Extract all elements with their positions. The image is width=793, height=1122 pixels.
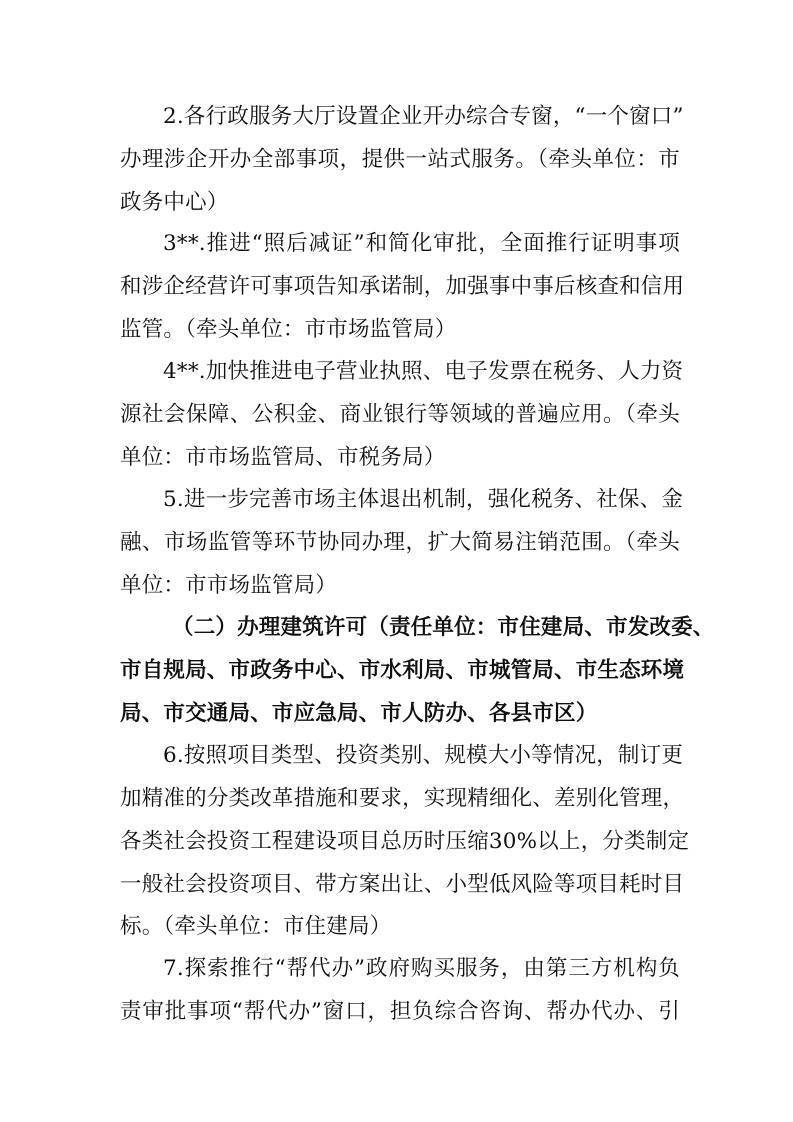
- item-5-line-2: 融、市场监管等环节协同办理，扩大简易注销范围。（牵头: [120, 530, 680, 555]
- item-6-line-4: 一般社会投资项目、带方案出让、小型低风险等项目耗时目: [120, 872, 685, 897]
- item-5-line-3: 单位：市市场监管局）: [120, 573, 338, 598]
- item-2-line-2: 办理涉企开办全部事项，提供一站式服务。（牵头单位：市: [120, 147, 680, 172]
- item-6-line-3: 各类社会投资工程建设项目总历时压缩30%以上，分类制定: [120, 829, 690, 854]
- item-7-line-2: 责审批事项“帮代办”窗口，担负综合咨询、帮办代办、引: [120, 999, 680, 1024]
- item-6-line-5: 标。（牵头单位：市住建局）: [120, 914, 392, 939]
- section-heading-line-3: 局、市交通局、市应急局、市人防办、各县市区）: [120, 701, 598, 726]
- item-3-line-3: 监管。（牵头单位：市市场监管局）: [120, 317, 457, 342]
- item-7-line-1: 7.探索推行“帮代办”政府购买服务，由第三方机构负: [163, 956, 680, 981]
- item-2-line-1: 2.各行政服务大厅设置企业开办综合专窗，“一个窗口”: [163, 104, 684, 129]
- item-4-line-3: 单位：市市场监管局、市税务局）: [120, 445, 446, 470]
- item-6-line-1: 6.按照项目类型、投资类别、规模大小等情况，制订更: [163, 743, 684, 768]
- item-3-line-1: 3**.推进“照后减证”和简化审批，全面推行证明事项: [163, 231, 680, 256]
- item-4-line-2: 源社会保障、公积金、商业银行等领域的普遍应用。（牵头: [120, 402, 680, 427]
- item-2-line-3: 政务中心）: [120, 190, 229, 215]
- item-6-line-2: 加精准的分类改革措施和要求，实现精细化、差别化管理，: [120, 786, 685, 811]
- section-heading-line-2: 市自规局、市政务中心、市水利局、市城管局、市生态环境: [120, 658, 685, 683]
- section-heading-line-1: （二）办理建筑许可（责任单位：市住建局、市发改委、: [172, 615, 715, 640]
- item-5-line-1: 5.进一步完善市场主体退出机制，强化税务、社保、金: [163, 487, 684, 512]
- item-3-line-2: 和涉企经营许可事项告知承诺制，加强事中事后核查和信用: [120, 274, 685, 299]
- item-4-line-1: 4**.加快推进电子营业执照、电子发票在税务、人力资: [163, 359, 684, 384]
